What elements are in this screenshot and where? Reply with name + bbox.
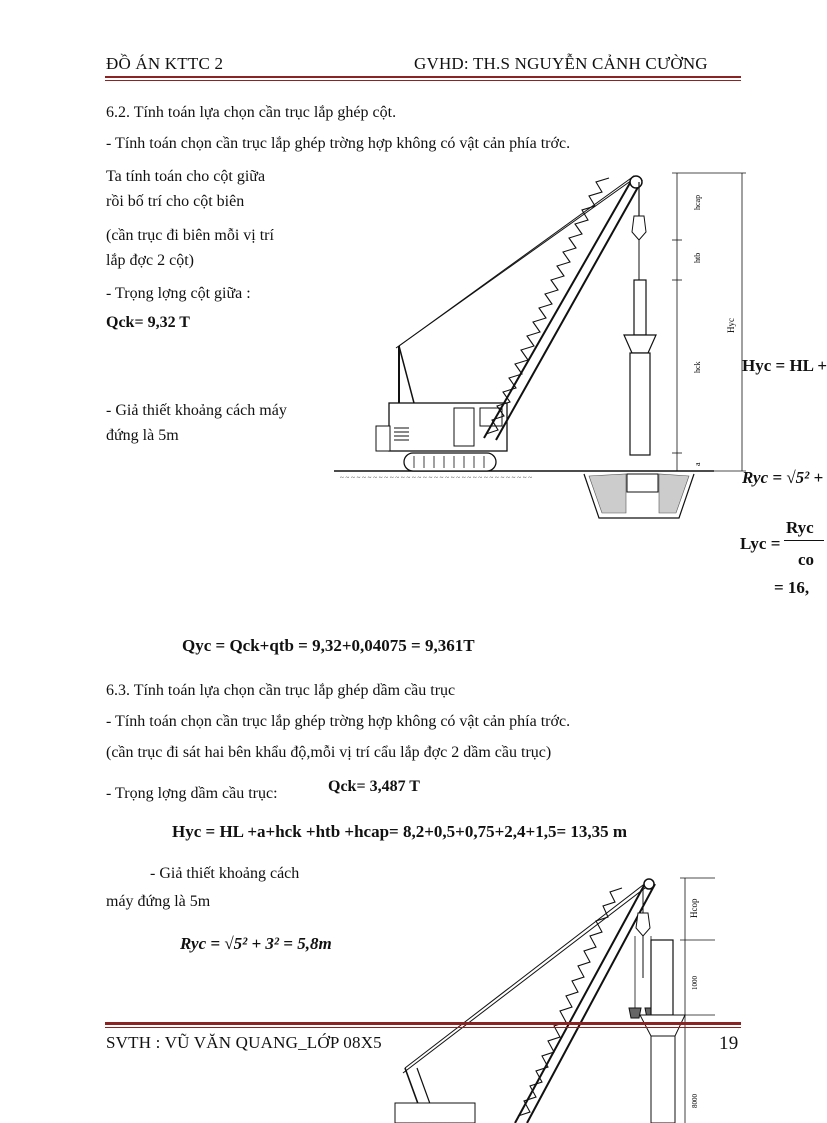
footer-left: SVTH : VŨ VĂN QUANG_LỚP 08X5 [106,1033,382,1052]
dim-a: a [693,462,702,466]
formula-hyc-cut: Hyc = HL + [742,356,827,375]
formula-lyc-cut: Lyc = [740,534,781,553]
crane-diagram-beam [385,868,715,1123]
formula-lyc-num: Ryc [786,518,814,537]
formula-ryc-cut: Ryc = √5² + [742,468,824,487]
footer-rule-bottom [105,1027,741,1028]
section-63-title: 6.3. Tính toán lựa chọn cần trục lắp ghép dầm cầu trục [106,682,456,699]
r-yc-formula: Ryc = √5² + 3² = 5,8m [180,934,332,953]
q-yc-formula: Qyc = Qck+qtb = 9,32+0,04075 = 9,361T [182,636,475,655]
dim-1000: 1000 [691,976,699,990]
weight-label-beam: - Trọng lợng dầm cầu trục: [106,785,278,802]
section-63-note: (cần trục đi sát hai bên khẩu độ,mỗi vị trí cẩu lắp đợc 2 dầm cầu trục) [106,744,552,761]
header-left: ĐỒ ÁN KTTC 2 [106,54,224,73]
section-63-subtitle: - Tính toán chọn cần trục lắp ghép trờng hợp không có vật cản phía trớc. [106,713,571,730]
formula-lyc-den: co [798,550,815,569]
header-rule-top [105,76,741,78]
para2-line2: lắp đợc 2 cột) [106,252,194,269]
assume2-line2: máy đứng là 5m [106,893,211,910]
assume2-line1: - Giả thiết khoảng cách [150,865,300,882]
section-62-subtitle: - Tính toán chọn cần trục lắp ghép trờng hợp không có vật cản phía trớc. [106,135,571,152]
header-right: GVHD: TH.S NGUYỄN CẢNH CƯỜNG [414,54,708,73]
dim-hck: hck [693,361,702,373]
svg-text:~ ~ ~ ~ ~ ~ ~ ~ ~ ~ ~ ~ ~ ~ ~: ~ ~ ~ ~ ~ ~ ~ ~ ~ ~ ~ ~ ~ ~ ~ ~ ~ ~ ~ ~ ~ ~ ~ ~ ~ ~ ~ ~ ~ ~ ~ ~ ~ ~ ~ [340,474,533,482]
dim-htb: htb [693,252,702,263]
page-number: 19 [719,1033,739,1054]
assume-line1: - Giả thiết khoảng cách máy [106,402,287,419]
dim-hcop: Hcop [689,898,699,918]
dim-hcap: hcap [693,194,702,210]
dim-hyc: Hyc [726,318,736,333]
section-62-title: 6.2. Tính toán lựa chọn cần trục lắp ghép cột. [106,104,397,121]
q-ck-beam: Qck= 3,487 T [328,778,420,795]
weight-label-column: - Trọng lợng cột giữa : [106,285,251,302]
para1-line1: Ta tính toán cho cột giữa [106,168,266,185]
footer-rule-top [105,1022,741,1025]
h-yc-formula: Hyc = HL +a+hck +htb +hcap= 8,2+0,5+0,75+2,4+1,5= 13,35 m [172,822,628,841]
dim-8000: 8000 [691,1094,699,1108]
para2-line1: (cần trục đi biên mỗi vị trí [106,227,274,244]
assume-line2: đứng là 5m [106,427,179,444]
para1-line2: rồi bố trí cho cột biên [106,193,245,210]
crane-diagram-column [334,168,816,528]
formula-lyc-result: = 16, [774,578,810,597]
q-ck-column: Qck= 9,32 T [106,314,190,331]
formula-lyc-fraction-bar [784,540,824,541]
header-rule-bottom [105,80,741,81]
